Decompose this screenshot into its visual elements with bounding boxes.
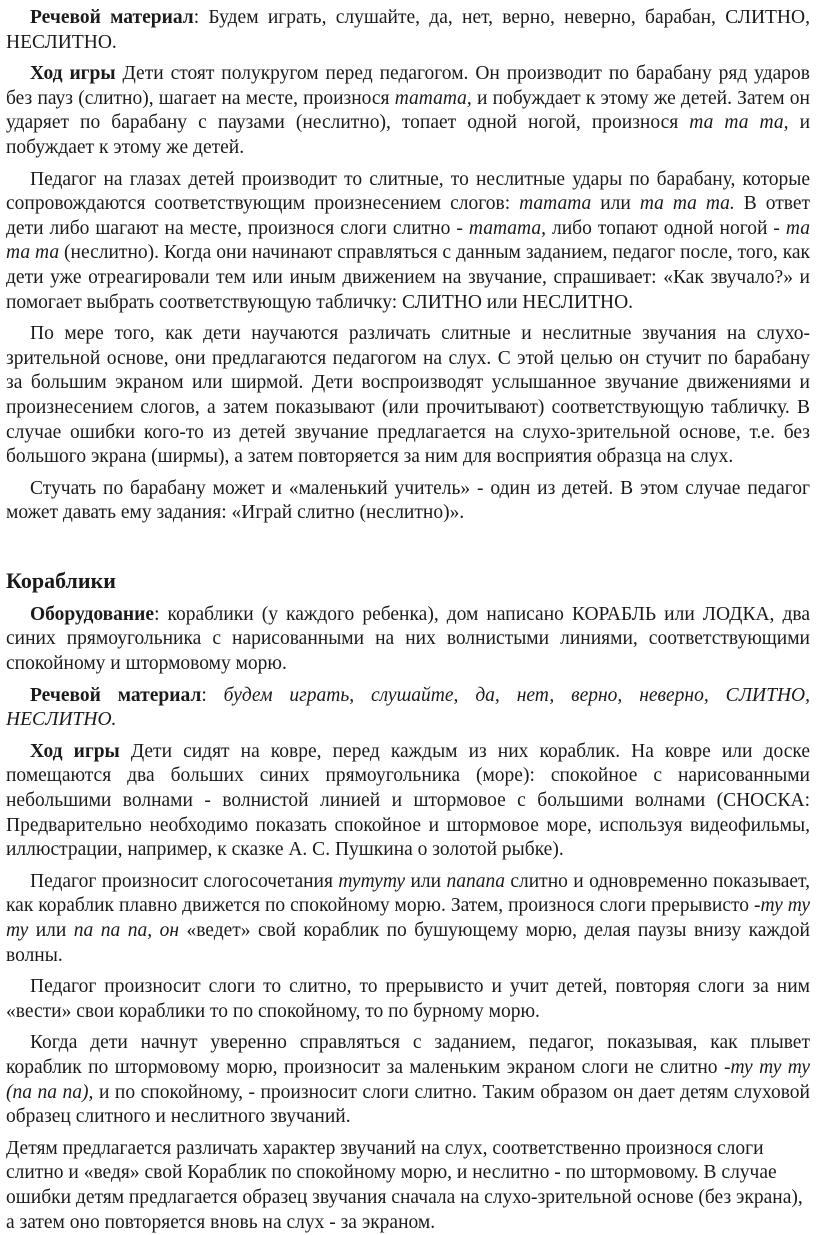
- speech-material-label-2: Речевой материал: [30, 684, 202, 706]
- speech-material-label: Речевой материал: [30, 7, 194, 28]
- paragraph-little-teacher: Стучать по барабану может и «маленький учитель» - один из детей. В этом случае педагог может давать ему задания: «Играй слитно (неслитно)».: [6, 477, 810, 524]
- speech-material-paragraph: Речевой материал: Будем играть, слушайте, да, нет, верно, неверно, барабан, СЛИТНО, НЕСЛИТНО.: [6, 7, 810, 53]
- game-procedure-label-2: Ход игры: [30, 740, 120, 762]
- game-procedure-paragraph-2: Ход игры Дети сидят на ковре, перед каждым из них кораблик. На ковре или доске помещаются два больших синих прямоугольника (море): спокойное с нарисованными небольшими волнами - волнистой линией и штормовое с большими волнами (СНОСКА: Предварительно необходимо показать спокойное и штормовое море, используя видеофильмы, иллюстрации, например, к сказке А. С. Пушкина о золотой рыбке).: [6, 740, 810, 861]
- section-title: Кораблики: [6, 567, 116, 593]
- paragraph-hearing: По мере того, как дети научаются различать слитные и неслитные звучания на слухо-зрительной основе, они предлагаются педагогом на слух. С этой целью он стучит по барабану за большим экраном или ширмой. Дети воспроизводят услышанное звучание движениями и произнесением слогов, а затем показывают (или прочитывают) соответствующую табличку. В случае ошибки кого-то из детей звучание предлагается на слухо-зрительной основе, т.е. без большого экрана (ширмы), а затем повторяется за ним для восприятия образца на слух.: [6, 323, 810, 468]
- paragraph-alternating: Педагог произносит слоги то слитно, то прерывисто и учит детей, повторяя слоги за ним «вести» свои кораблики то по спокойному, то по бурному морю.: [6, 976, 810, 1022]
- game-procedure-label: Ход игры: [30, 63, 116, 85]
- paragraph-drum-beats: Педагог на глазах детей производит то слитные, то неслитные удары по барабану, которые сопровождаются соответствующим произнесением слогов: татата или та та та. В ответ дети либо шагают на месте, произнося слоги слитно - татата, либо топают одной ногой - та та та (неслитно). Когда они начинают справляться с данным заданием, педагог после, того, как дети уже отреагировали тем или иным движением на звучание, спрашивает: «Как звучало?» и помогает выбрать соответствующую табличку: СЛИТНО или НЕСЛИТНО.: [6, 168, 811, 313]
- equipment-paragraph: Оборудование: кораблики (у каждого ребенка), дом написано КОРАБЛЬ или ЛОДКА, два синих прямоугольника с нарисованными на них волнистыми линиями, соответствующими спокойному и штормовому морю.: [6, 603, 810, 675]
- equipment-label: Оборудование: [30, 603, 155, 625]
- paragraph-stormy-sea: Когда дети начнут уверенно справляться с заданием, педагог, показывая, как плывет кораблик по штормовому морю, произносит за маленьким экраном слоги не слитно -ту ту ту (па па па), и по спокойному, - произносит слоги слитно. Таким образом он дает детям слуховой образец слитного и неслитного звучаний.: [6, 1032, 811, 1128]
- paragraph-by-ear: Детям предлагается различать характер звучаний на слух, соответственно произнося слоги слитно и «ведя» свой Кораблик по спокойному морю, и неслитно - по штормовому. В случае ошибки детям предлагается образец звучания сначала на слухо-зрительной основе (без экрана), а затем оно повторяется вновь на слух - за экраном.: [6, 1137, 803, 1233]
- speech-material-paragraph-2: Речевой материал: будем играть, слушайте, да, нет, верно, неверно, СЛИТНО, НЕСЛИТНО.: [6, 684, 811, 731]
- paragraph-syllables: Педагог произносит слогосочетания тутуту или папапа слитно и одновременно показывает, как кораблик плавно движется по спокойному морю. Затем, произнося слоги прерывисто -ту ту ту или па па па, он «ведет» свой кораблик по бушующему морю, делая паузы внизу каждой волны.: [6, 870, 810, 966]
- game-procedure-paragraph: Ход игры Дети стоят полукругом перед педагогом. Он производит по барабану ряд ударов без пауз (слитно), шагает на месте, произнося татата, и побуждает к этому же детей. Затем он ударяет по барабану с паузами (неслитно), топает одной ногой, произнося та та та, и побуждает к этому же детей.: [6, 63, 811, 158]
